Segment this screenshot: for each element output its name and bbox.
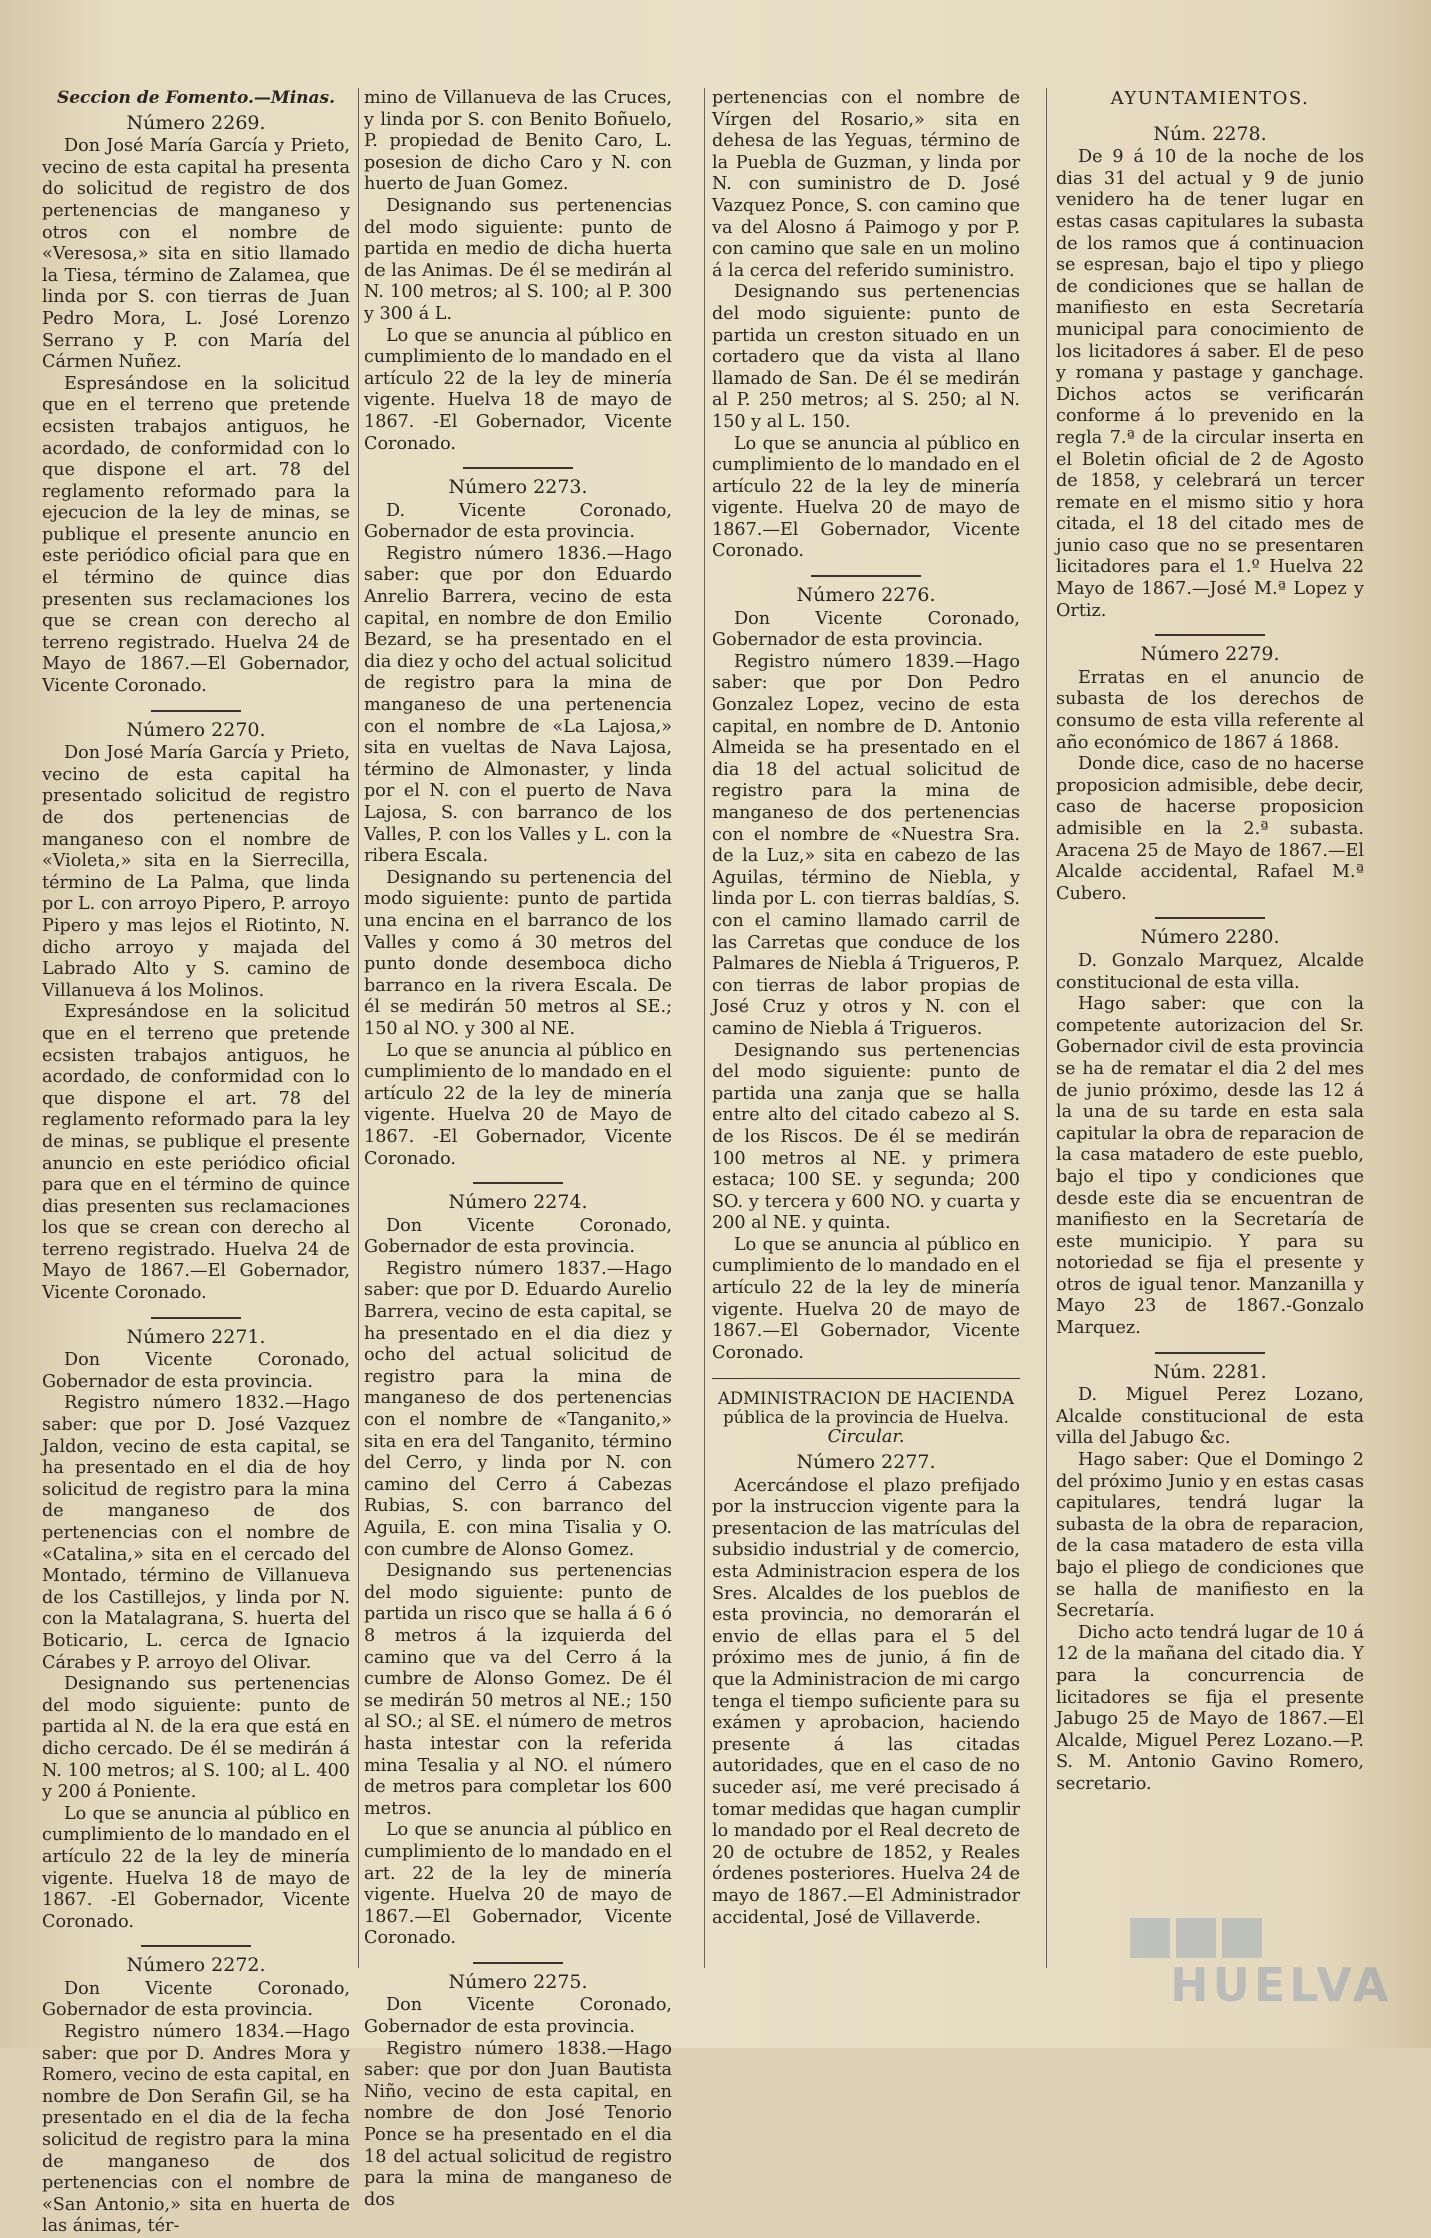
column-4 bbox=[1056, 88, 1364, 2028]
notice-paragraph: Don José María García y Prieto, vecino de esta capital ha presenta do solicitud de registro de dos pertenencias de manganeso y otros con el nombre de «Veresosa,» sita en sitio llamado la Tiesa, término de Zalamea, que linda por S. con tierras de Juan Pedro Mora, L. José Lorenzo Serrano y P. con María del Cármen Nuñez. bbox=[42, 136, 350, 373]
notice-paragraph: Registro número 1834.—Hago saber: que por D. Andres Mora y Romero, vecino de esta capital, en nombre de Don Serafin Gil, se ha presentado en el dia de la fecha solicitud de registro para la mina de manganeso de dos pertenencias con el nombre de «San Antonio,» sita en huerta de las ánimas, tér- bbox=[42, 2022, 350, 2237]
notice-paragraph: Dicho acto tendrá lugar de 10 á 12 de la mañana del citado dia. Y para la concurrencia de licitadores se fija el presente Jabugo 25 de Mayo de 1867.—El Alcalde, Miguel Perez Lozano.—P. S. M. Antonio Gavino Romero, secretario. bbox=[1056, 1622, 1364, 1794]
notice-paragraph: Erratas en el anuncio de subasta de los derechos de consumo de esta villa referente al año económico de 1867 á 1868. bbox=[1056, 667, 1364, 753]
notice-number: Número 2273. bbox=[448, 476, 588, 499]
column-3 bbox=[712, 88, 1020, 2028]
notice-paragraph: Lo que se anuncia al público en cumplimiento de lo mandado en el artículo 22 de la ley de minería vigente. Huelva 18 de mayo de 1867. -El Gobernador, Vicente Coronado. bbox=[364, 325, 672, 454]
notice-paragraph: Registro número 1832.—Hago saber: que por D. José Vazquez Jaldon, vecino de esta capital, se ha presentado en el dia de hoy solicitud de registro para la mina de manganeso de dos pertenencias con el nombre de «Catalina,» sita en el cercado del Montado, término de Villanueva de los Castillejos, y linda por N. con la Matalagrana, S. huerta del Boticario, L. cerca de Ignacio Cárabes y P. arroyo del Olivar. bbox=[42, 1393, 350, 1673]
notice-paragraph: Designando sus pertenencias del modo siguiente: punto de partida al N. de la era que está en dicho cercado. De él se medirán á N. 100 metros; al S. 100; al L. 400 y 200 á Poniente. bbox=[42, 1674, 350, 1803]
notice-paragraph: De 9 á 10 de la noche de los dias 31 del actual y 9 de junio venidero ha de tener lugar en estas casas capitulares la subasta de los ramos que á continuacion se espresan, bajo el tipo y pliego de condiciones que se hallan de manifiesto en esta Secretaría municipal para conocimiento de los licitadores á saber. El de peso y romana y pastage y ganchage. Dichos actos se verificarán conforme á lo prevenido en la regla 7.ª de la circular inserta en el Boletin oficial de 2 de Agosto de 1858, y celebrará un tercer remate en el mismo sitio y hora citada, el 18 del citado mes de junio caso que no se presentaren licitadores para el 1.º Huelva 22 Mayo de 1867.—José M.ª Lopez y Ortiz. bbox=[1056, 147, 1364, 621]
separator bbox=[151, 710, 241, 712]
circular-heading: Circular. bbox=[827, 1427, 905, 1448]
notice-paragraph: Designando sus pertenencias del modo siguiente: punto de partida en medio de dicha huerta de las Animas. De él se medirán al N. 100 metros; al S. 100; al P. 300 y 300 á L. bbox=[364, 195, 672, 324]
notice-paragraph: Don Vicente Coronado, Gobernador de esta provincia. bbox=[712, 608, 1020, 651]
separator bbox=[712, 1378, 1020, 1379]
notice-paragraph: Lo que se anuncia al público en cumplimiento de lo mandado en el artículo 22 de la ley de minería vigente. Huelva 20 de Mayo de 1867. -El Gobernador, Vicente Coronado. bbox=[364, 1040, 672, 1169]
separator bbox=[473, 1962, 563, 1964]
notice-paragraph: Designando sus pertenencias del modo siguiente: punto de partida un creston situado en un cortadero que da vista al llano llamado de San. De él se medirán al P. 250 metros; al S. 250; al N. 150 y al L. 150. bbox=[712, 282, 1020, 432]
notice-paragraph: Designando sus pertenencias del modo siguiente: punto de partida un risco que se halla á 6 ó 8 metros á la izquierda del camino que va del Cerro á la cumbre de Alonso Gomez. De él se medirán 50 metros al NE.; 150 al SO.; al SE. el número de metros hasta intestar con la referida mina Tesalia y al NO. el número de metros para completar los 600 metros. bbox=[364, 1561, 672, 1819]
section-heading: Seccion de Fomento.—Minas. bbox=[56, 88, 336, 108]
notice-number: Número 2269. bbox=[126, 111, 266, 134]
notice-paragraph: Lo que se anuncia al público en cumplimiento de lo mandado en el artículo 22 de la ley de minería vigente. Huelva 20 de mayo de 1867.—El Gobernador, Vicente Coronado. bbox=[712, 1234, 1020, 1363]
separator bbox=[141, 1945, 251, 1947]
notice-paragraph: Acercándose el plazo prefijado por la instruccion vigente para la presentacion de las matrículas del subsidio industrial y de comercio, esta Administracion espera de los Sres. Alcaldes de los pueblos de esta provincia, no demorarán el envio de ellas para el 5 del próximo mes de junio, á fin de que la Administracion de mi cargo tenga el tiempo suficiente para su exámen y aprobacion, haciendo presente á las citadas autoridades, que en el caso de no suceder así, me veré precisado á tomar medidas que hagan cumplir lo mandado por el Real decreto de 20 de octubre de 1852, y Reales órdenes posteriores. Huelva 24 de mayo de 1867.—El Administrador accidental, José de Villaverde. bbox=[712, 1475, 1020, 1928]
separator bbox=[151, 1317, 241, 1319]
notice-number: Número 2271. bbox=[126, 1325, 266, 1348]
notice-paragraph: Designando su pertenencia del modo siguiente: punto de partida una encina en el barranco de los Valles y como á 30 metros del punto donde desemboca dicho barranco en la rivera Escala. De él se medirán 50 metros al SE.; 150 al NO. y 300 al NE. bbox=[364, 867, 672, 1039]
notice-paragraph: pertenencias con el nombre de Vírgen del Rosario,» sita en dehesa de las Yeguas, término de la Puebla de Guzman, y linda por N. con suministro de D. José Vazquez Ponce, S. con camino que va del Alosno á Paimogo y por P. con camino que sale en un molino á la cerca del referido suministro. bbox=[712, 88, 1020, 281]
notice-paragraph: Registro número 1838.—Hago saber: que por don Juan Bautista Niño, vecino de esta capital, en nombre de don José Tenorio Ponce se ha presentado en el dia 18 del actual solicitud de registro para la mina de manganeso de dos bbox=[364, 2038, 672, 2210]
notice-paragraph: Don Vicente Coronado, Gobernador de esta provincia. bbox=[42, 1978, 350, 2021]
notice-number: Núm. 2278. bbox=[1153, 122, 1267, 145]
notice-paragraph: Hago saber: Que el Domingo 2 del próximo Junio y en estas casas capitulares, tendrá lugar la subasta de la obra de reparacion, de la casa matadero de esta villa bajo el pliego de condiciones que se halla de manifiesto en la Secretaría. bbox=[1056, 1450, 1364, 1622]
administration-heading: ADMINISTRACION DE HACIENDA bbox=[717, 1389, 1015, 1409]
notice-paragraph: Lo que se anuncia al público en cumplimiento de lo mandado en el artículo 22 de la ley de minería vigente. Huelva 18 de mayo de 1867. -El Gobernador, Vicente Coronado. bbox=[42, 1803, 350, 1932]
notice-paragraph: Designando sus pertenencias del modo siguiente: punto de partida una zanja que se halla entre alto del citado cabezo al S. de los Riscos. De él se medirán 100 metros al NE. y primera estaca; 100 SE. y segunda; 200 SO. y tercera y 600 NO. y cuarta y 200 al NE. y quinta. bbox=[712, 1040, 1020, 1234]
notice-paragraph: Don Vicente Coronado, Gobernador de esta provincia. bbox=[364, 1215, 672, 1258]
notice-paragraph: Expresándose en la solicitud que en el terreno que pretende ecsisten trabajos antiguos, he acordado, de conformidad con lo que dispone el art. 78 del reglamento reformado para la ley de minas, se publique el presente anuncio en este periódico oficial para que en el término de quince dias presenten sus reclamaciones los que se crean con derecho al terreno registrado. Huelva 24 de Mayo de 1867.—El Gobernador, Vicente Coronado. bbox=[42, 1002, 350, 1304]
separator bbox=[473, 1182, 563, 1184]
notice-paragraph: Don José María García y Prieto, vecino de esta capital ha presentado solicitud de registro de dos pertenencias de manganeso con el nombre de «Violeta,» sita en la Sierrecilla, término de La Palma, que linda por L. con arroyo Pipero, P. arroyo Pipero y mas lejos el Riotinto, N. dicho arroyo y majada del Labrado Alto y S. camino de Villanueva á los Molinos. bbox=[42, 743, 350, 1001]
column-1 bbox=[42, 88, 350, 2237]
column-divider bbox=[704, 88, 705, 1968]
archive-watermark-text: HUELVA bbox=[1170, 1958, 1393, 2012]
separator bbox=[463, 467, 573, 469]
administration-subheading: pública de la provincia de Huelva. bbox=[723, 1408, 1009, 1428]
notice-paragraph: Lo que se anuncia al público en cumplimiento de lo mandado en el art. 22 de la ley de minería vigente. Huelva 20 de mayo de 1867.—El Gobernador, Vicente Coronado. bbox=[364, 1820, 672, 1949]
separator bbox=[811, 575, 921, 577]
notice-paragraph: D. Miguel Perez Lozano, Alcalde constitucional de esta villa del Jabugo &c. bbox=[1056, 1385, 1364, 1449]
notice-paragraph: mino de Villanueva de las Cruces, y linda por S. con Benito Boñuelo, P. propiedad de Benito Caro, L. posesion de dicho Caro y N. con huerto de Juan Gomez. bbox=[364, 88, 672, 195]
notice-number: Núm. 2281. bbox=[1153, 1360, 1267, 1383]
notice-number: Número 2275. bbox=[448, 1970, 588, 1993]
notice-paragraph: D. Vicente Coronado, Gobernador de esta provincia. bbox=[364, 500, 672, 543]
notice-paragraph: D. Gonzalo Marquez, Alcalde constitucional de esta villa. bbox=[1056, 950, 1364, 993]
notice-number: Número 2274. bbox=[448, 1191, 588, 1214]
notice-number: Número 2270. bbox=[126, 718, 266, 741]
separator bbox=[1155, 634, 1265, 636]
notice-number: Número 2276. bbox=[796, 584, 936, 607]
notice-number: Número 2272. bbox=[126, 1954, 266, 1977]
column-divider bbox=[1046, 88, 1047, 1968]
notice-paragraph: Don Vicente Coronado, Gobernador de esta provincia. bbox=[42, 1350, 350, 1392]
notice-number: Número 2279. bbox=[1140, 643, 1280, 666]
notice-paragraph: Don Vicente Coronado, Gobernador de esta provincia. bbox=[364, 1995, 672, 2038]
notice-paragraph: Registro número 1836.—Hago saber: que por don Eduardo Anrelio Barrera, vecino de esta capital, en nombre de don Emilio Bezard, se ha presentado en el dia diez y ocho del actual solicitud de registro para la mina de manganeso de una pertenencia con el nombre de «La Lajosa,» sita en vueltas de Nava Lajosa, término de Almonaster, y linda por el N. con el puerto de Nava Lajosa, S. con barranco de los Valles, P. con los Valles y L. con la ribera Escala. bbox=[364, 543, 672, 867]
notice-paragraph: Donde dice, caso de no hacerse proposicion admisible, debe decir, caso de hacerse proposicion admisible en la 2.ª subasta. Aracena 25 de Mayo de 1867.—El Alcalde accidental, Rafael M.ª Cubero. bbox=[1056, 754, 1364, 904]
notice-paragraph: Hago saber: que con la competente autorizacion del Sr. Gobernador civil de esta provincia se ha de rematar el dia 2 del mes de junio próximo, desde las 12 á la una de su tarde en esta sala capitular la obra de reparacion de la casa matadero de este pueblo, bajo el tipo y condiciones que desde este dia se encuentran de manifiesto en la Secretaría de este municipio. Y para su notoriedad se fija el presente y otros de igual tenor. Manzanilla y Mayo 23 de 1867.-Gonzalo Marquez. bbox=[1056, 994, 1364, 1339]
column-2 bbox=[364, 88, 672, 2210]
notice-paragraph: Lo que se anuncia al público en cumplimiento de lo mandado en el artículo 22 de la ley de minería vigente. Huelva 20 de mayo de 1867.—El Gobernador, Vicente Coronado. bbox=[712, 433, 1020, 562]
notice-number: Número 2280. bbox=[1140, 926, 1280, 949]
ayuntamientos-heading: AYUNTAMIENTOS. bbox=[1110, 88, 1310, 109]
separator bbox=[1155, 1352, 1265, 1354]
notice-paragraph: Registro número 1839.—Hago saber: que por Don Pedro Gonzalez Lopez, vecino de esta capital, en nombre de D. Antonio Almeida se ha presentado en el dia 18 del actual solicitud de registro para la mina de manganeso de dos pertenencias con el nombre de «Nuestra Sra. de la Luz,» sita en cabezo de las Aguilas, término de Niebla, y linda por L. con tierras baldías, S. con el camino llamado carril de las Carretas que conduce de los Palmares de Niebla á Trigueros, P. con tierras de labor propias de José Cruz y otros y N. con el camino de Niebla á Trigueros. bbox=[712, 651, 1020, 1039]
notice-paragraph: Registro número 1837.—Hago saber: que por D. Eduardo Aurelio Barrera, vecino de esta capital, se ha presentado en el dia diez y ocho del actual solicitud de registro para la mina de manganeso de dos pertenencias con el nombre de «Tanganito,» sita en era del Tanganito, término del Cerro, y linda por N. con camino del Cerro á Cabezas Rubias, S. con barranco del Aguila, E. con mina Tisalia y O. con cumbre de Alonso Gomez. bbox=[364, 1258, 672, 1560]
notice-paragraph: Espresándose en la solicitud que en el terreno que pretende ecsisten trabajos antiguos, he acordado, de conformidad con lo que dispone el art. 78 del reglamento reformado para la ejecucion de la ley de minas, se publique el presente anuncio en este periódico oficial para que en el término de quince dias presenten sus reclamaciones los que se crean con derecho al terreno registrado. Huelva 24 de Mayo de 1867.—El Gobernador, Vicente Coronado. bbox=[42, 373, 350, 697]
column-divider bbox=[358, 88, 359, 1968]
notice-number: Número 2277. bbox=[796, 1451, 936, 1474]
separator bbox=[1155, 917, 1265, 919]
